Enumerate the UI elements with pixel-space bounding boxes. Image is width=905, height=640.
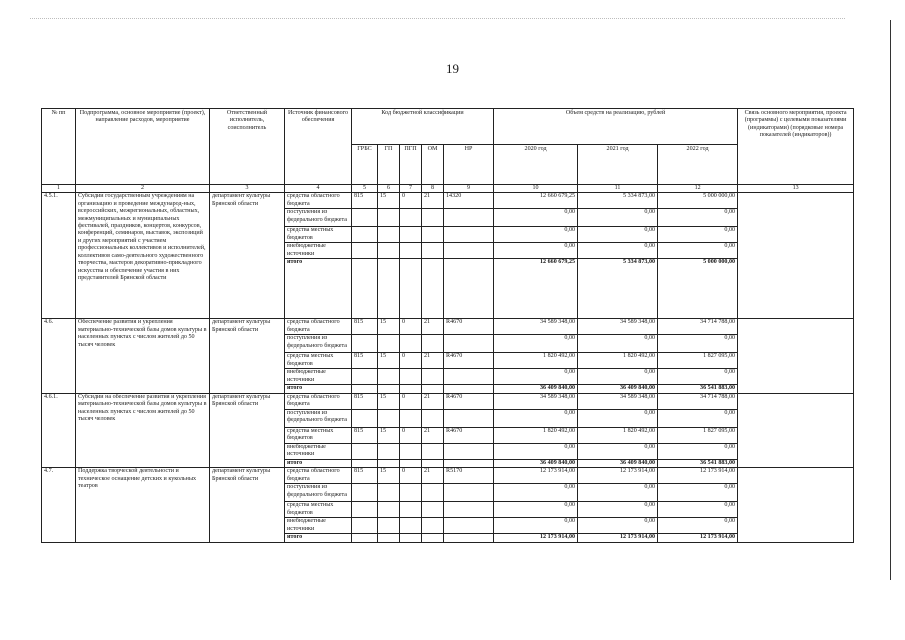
header-gp: ГП bbox=[378, 145, 400, 185]
amount-y2020: 36 409 840,00 bbox=[494, 385, 578, 393]
amount-y2020: 12 173 914,00 bbox=[494, 468, 578, 484]
budget-code-gp bbox=[378, 259, 400, 319]
amount-y2021: 5 334 873,00 bbox=[578, 259, 658, 319]
amount-y2020: 0,00 bbox=[494, 409, 578, 427]
budget-code-om bbox=[422, 369, 444, 385]
budget-code-grbs bbox=[352, 243, 378, 259]
budget-code-nr: 14320 bbox=[444, 193, 494, 209]
amount-y2021: 12 173 914,00 bbox=[578, 468, 658, 484]
funding-source-label: итого bbox=[285, 259, 352, 319]
col-number: 9 bbox=[444, 185, 494, 193]
funding-source-label: поступления из федерального бюджета bbox=[285, 409, 352, 427]
amount-y2022: 0,00 bbox=[658, 209, 738, 227]
amount-y2022: 0,00 bbox=[658, 409, 738, 427]
budget-code-om bbox=[422, 209, 444, 227]
row-executor: департамент культуры Брянской области bbox=[210, 468, 285, 542]
budget-code-om: 21 bbox=[422, 319, 444, 335]
budget-code-pgp: 0 bbox=[400, 393, 422, 409]
budget-code-nr bbox=[444, 209, 494, 227]
budget-code-grbs bbox=[352, 518, 378, 534]
budget-code-grbs bbox=[352, 459, 378, 467]
amount-y2020: 34 589 348,00 bbox=[494, 393, 578, 409]
budget-code-grbs bbox=[352, 259, 378, 319]
funding-source-label: средства областного бюджета bbox=[285, 319, 352, 335]
funding-source-label: средства областного бюджета bbox=[285, 393, 352, 409]
budget-code-grbs bbox=[352, 227, 378, 243]
budget-code-gp bbox=[378, 335, 400, 353]
funding-source-label: средства местных бюджетов bbox=[285, 353, 352, 369]
amount-y2022: 36 541 883,00 bbox=[658, 459, 738, 467]
budget-code-nr: R4670 bbox=[444, 393, 494, 409]
amount-y2021: 0,00 bbox=[578, 227, 658, 243]
amount-y2020: 0,00 bbox=[494, 335, 578, 353]
budget-code-gp bbox=[378, 534, 400, 542]
budget-code-pgp: 0 bbox=[400, 193, 422, 209]
header-num: № пп bbox=[42, 109, 76, 185]
amount-y2020: 0,00 bbox=[494, 518, 578, 534]
col-number: 10 bbox=[494, 185, 578, 193]
table-row bbox=[42, 393, 854, 409]
amount-y2020: 0,00 bbox=[494, 443, 578, 459]
budget-code-om: 21 bbox=[422, 468, 444, 484]
funding-source-label: поступления из федерального бюджета bbox=[285, 209, 352, 227]
budget-code-grbs bbox=[352, 335, 378, 353]
budget-code-nr bbox=[444, 459, 494, 467]
budget-code-nr bbox=[444, 443, 494, 459]
budget-code-gp: 15 bbox=[378, 353, 400, 369]
budget-code-gp bbox=[378, 243, 400, 259]
amount-y2022: 0,00 bbox=[658, 502, 738, 518]
budget-code-om: 21 bbox=[422, 193, 444, 209]
budget-code-grbs bbox=[352, 534, 378, 542]
funding-source-label: средства областного бюджета bbox=[285, 193, 352, 209]
budget-code-grbs bbox=[352, 209, 378, 227]
amount-y2020: 0,00 bbox=[494, 243, 578, 259]
budget-code-gp bbox=[378, 409, 400, 427]
amount-y2021: 0,00 bbox=[578, 335, 658, 353]
funding-source-label: средства местных бюджетов bbox=[285, 227, 352, 243]
header-source: Источник финансового обеспечения bbox=[285, 109, 352, 185]
col-number: 2 bbox=[76, 185, 210, 193]
row-executor: департамент культуры Брянской области bbox=[210, 193, 285, 319]
budget-code-om bbox=[422, 335, 444, 353]
budget-code-gp: 15 bbox=[378, 468, 400, 484]
budget-code-pgp bbox=[400, 409, 422, 427]
column-numbers-row bbox=[42, 185, 854, 193]
funding-source-label: внебюджетные источники bbox=[285, 518, 352, 534]
col-number: 13 bbox=[738, 185, 854, 193]
row-executor: департамент культуры Брянской области bbox=[210, 319, 285, 393]
budget-code-grbs bbox=[352, 369, 378, 385]
col-number: 4 bbox=[285, 185, 352, 193]
budget-code-grbs: 815 bbox=[352, 468, 378, 484]
amount-y2020: 12 173 914,00 bbox=[494, 534, 578, 542]
amount-y2022: 0,00 bbox=[658, 443, 738, 459]
budget-code-nr bbox=[444, 409, 494, 427]
budget-code-om bbox=[422, 518, 444, 534]
budget-code-nr bbox=[444, 518, 494, 534]
col-number: 5 bbox=[352, 185, 378, 193]
amount-y2022: 36 541 883,00 bbox=[658, 385, 738, 393]
budget-code-grbs bbox=[352, 443, 378, 459]
row-executor: департамент культуры Брянской области bbox=[210, 393, 285, 467]
link-cell bbox=[738, 468, 854, 542]
row-title: Поддержка творческой деятельности и техническое оснащение детских и кукольных театров bbox=[76, 468, 210, 542]
budget-code-nr bbox=[444, 534, 494, 542]
funding-source-label: поступления из федерального бюджета bbox=[285, 335, 352, 353]
row-title: Обеспечение развития и укрепления материально-технической базы домов культуры в населенных пунктах с числом жителей до 50 тысяч человек bbox=[76, 319, 210, 393]
budget-code-pgp bbox=[400, 443, 422, 459]
budget-code-om bbox=[422, 534, 444, 542]
budget-code-om bbox=[422, 385, 444, 393]
amount-y2021: 0,00 bbox=[578, 443, 658, 459]
amount-y2021: 0,00 bbox=[578, 209, 658, 227]
budget-code-gp bbox=[378, 502, 400, 518]
budget-code-grbs: 815 bbox=[352, 319, 378, 335]
budget-code-grbs bbox=[352, 484, 378, 502]
budget-code-om bbox=[422, 459, 444, 467]
budget-code-pgp bbox=[400, 484, 422, 502]
budget-code-grbs: 815 bbox=[352, 427, 378, 443]
table-row bbox=[42, 193, 854, 209]
amount-y2021: 0,00 bbox=[578, 502, 658, 518]
budget-code-nr bbox=[444, 385, 494, 393]
col-number: 7 bbox=[400, 185, 422, 193]
amount-y2020: 0,00 bbox=[494, 369, 578, 385]
budget-code-om: 21 bbox=[422, 427, 444, 443]
budget-code-om bbox=[422, 443, 444, 459]
amount-y2020: 0,00 bbox=[494, 209, 578, 227]
budget-code-om bbox=[422, 227, 444, 243]
budget-code-nr: R5170 bbox=[444, 468, 494, 484]
funding-source-label: внебюджетные источники bbox=[285, 369, 352, 385]
budget-code-pgp bbox=[400, 459, 422, 467]
header-2021: 2021 год bbox=[578, 145, 658, 185]
amount-y2022: 34 714 788,00 bbox=[658, 393, 738, 409]
row-title: Субсидии на обеспечение развития и укрепления материально-технической базы домов культуры в населенных пунктах с числом жителей до 50 тысяч человек bbox=[76, 393, 210, 467]
budget-code-grbs: 815 bbox=[352, 353, 378, 369]
amount-y2020: 0,00 bbox=[494, 502, 578, 518]
budget-code-om bbox=[422, 484, 444, 502]
col-number: 1 bbox=[42, 185, 76, 193]
budget-code-om bbox=[422, 409, 444, 427]
amount-y2022: 0,00 bbox=[658, 227, 738, 243]
header-om: ОМ bbox=[422, 145, 444, 185]
budget-code-pgp bbox=[400, 385, 422, 393]
amount-y2022: 5 000 000,00 bbox=[658, 259, 738, 319]
link-cell bbox=[738, 193, 854, 319]
budget-code-gp: 15 bbox=[378, 319, 400, 335]
funding-source-label: итого bbox=[285, 459, 352, 467]
header-program: Подпрограмма, основное мероприятие (проект), направление расходов, мероприятие bbox=[76, 109, 210, 185]
budget-code-pgp bbox=[400, 369, 422, 385]
table-row bbox=[42, 319, 854, 335]
budget-code-nr: R4670 bbox=[444, 427, 494, 443]
amount-y2021: 0,00 bbox=[578, 409, 658, 427]
amount-y2022: 12 173 914,00 bbox=[658, 534, 738, 542]
amount-y2022: 0,00 bbox=[658, 335, 738, 353]
budget-code-nr bbox=[444, 484, 494, 502]
col-number: 8 bbox=[422, 185, 444, 193]
budget-code-gp bbox=[378, 385, 400, 393]
amount-y2021: 1 820 492,00 bbox=[578, 427, 658, 443]
amount-y2020: 0,00 bbox=[494, 484, 578, 502]
budget-code-pgp bbox=[400, 534, 422, 542]
budget-code-gp: 15 bbox=[378, 393, 400, 409]
scan-artifact-line bbox=[30, 18, 845, 19]
amount-y2021: 12 173 914,00 bbox=[578, 534, 658, 542]
budget-code-gp: 15 bbox=[378, 427, 400, 443]
amount-y2021: 0,00 bbox=[578, 243, 658, 259]
budget-code-grbs: 815 bbox=[352, 193, 378, 209]
budget-code-gp bbox=[378, 227, 400, 243]
amount-y2022: 0,00 bbox=[658, 518, 738, 534]
budget-code-nr: R4670 bbox=[444, 353, 494, 369]
budget-code-om bbox=[422, 243, 444, 259]
header-row bbox=[42, 109, 854, 145]
amount-y2021: 0,00 bbox=[578, 369, 658, 385]
header-executor: Ответственный исполнитель, соисполнитель bbox=[210, 109, 285, 185]
page-number: 19 bbox=[446, 61, 459, 76]
budget-code-om bbox=[422, 502, 444, 518]
budget-code-grbs bbox=[352, 409, 378, 427]
table-body bbox=[42, 193, 854, 542]
budget-code-nr: R4670 bbox=[444, 319, 494, 335]
header-volume: Объем средств на реализацию, рублей bbox=[494, 109, 738, 145]
budget-code-pgp: 0 bbox=[400, 353, 422, 369]
header-grbs: ГРБС bbox=[352, 145, 378, 185]
budget-code-pgp bbox=[400, 518, 422, 534]
budget-code-gp bbox=[378, 443, 400, 459]
col-number: 6 bbox=[378, 185, 400, 193]
budget-code-pgp: 0 bbox=[400, 319, 422, 335]
amount-y2022: 1 827 095,00 bbox=[658, 353, 738, 369]
amount-y2022: 5 000 000,00 bbox=[658, 193, 738, 209]
amount-y2022: 0,00 bbox=[658, 369, 738, 385]
budget-code-om: 21 bbox=[422, 393, 444, 409]
amount-y2021: 5 334 873,00 bbox=[578, 193, 658, 209]
header-link: Связь основного мероприятия, проекта (программы) с целевыми показателями (индикаторами) (порядковые номера показателей (индикаторов)) bbox=[738, 109, 854, 185]
budget-code-nr bbox=[444, 502, 494, 518]
row-number: 4.6.1. bbox=[42, 393, 76, 467]
amount-y2022: 0,00 bbox=[658, 243, 738, 259]
amount-y2022: 12 173 914,00 bbox=[658, 468, 738, 484]
amount-y2021: 34 589 348,00 bbox=[578, 393, 658, 409]
budget-code-pgp bbox=[400, 335, 422, 353]
amount-y2021: 34 589 348,00 bbox=[578, 319, 658, 335]
budget-code-pgp: 0 bbox=[400, 427, 422, 443]
amount-y2021: 1 820 492,00 bbox=[578, 353, 658, 369]
page-edge-line bbox=[890, 20, 891, 580]
budget-code-pgp bbox=[400, 259, 422, 319]
row-number: 4.5.1. bbox=[42, 193, 76, 319]
header-2020: 2020 год bbox=[494, 145, 578, 185]
budget-code-nr bbox=[444, 243, 494, 259]
budget-code-gp bbox=[378, 459, 400, 467]
budget-code-om: 21 bbox=[422, 353, 444, 369]
amount-y2020: 1 820 492,00 bbox=[494, 427, 578, 443]
budget-code-grbs bbox=[352, 385, 378, 393]
row-number: 4.6. bbox=[42, 319, 76, 393]
budget-code-pgp bbox=[400, 209, 422, 227]
budget-code-grbs: 815 bbox=[352, 393, 378, 409]
budget-code-nr bbox=[444, 259, 494, 319]
header-2022: 2022 год bbox=[658, 145, 738, 185]
budget-code-gp bbox=[378, 369, 400, 385]
budget-table bbox=[41, 108, 854, 543]
col-number: 3 bbox=[210, 185, 285, 193]
amount-y2020: 12 660 679,25 bbox=[494, 193, 578, 209]
budget-code-grbs bbox=[352, 502, 378, 518]
col-number: 11 bbox=[578, 185, 658, 193]
budget-code-gp bbox=[378, 209, 400, 227]
amount-y2021: 36 409 840,00 bbox=[578, 459, 658, 467]
amount-y2020: 36 409 840,00 bbox=[494, 459, 578, 467]
funding-source-label: средства местных бюджетов bbox=[285, 427, 352, 443]
budget-code-pgp bbox=[400, 502, 422, 518]
amount-y2022: 0,00 bbox=[658, 484, 738, 502]
budget-code-nr bbox=[444, 335, 494, 353]
amount-y2022: 1 827 095,00 bbox=[658, 427, 738, 443]
row-title: Субсидии государственным учреждениям на организацию и проведение международ-ных, всероссийских, межрегиональных, областных, межмуниципальных и муниципальных фестивалей, праздников, концертов, конкурсов, конференций, семинаров, выставок, экспозиций и других мероприятий с участием профессиональных коллективов и исполнителей, коллективов само-деятельного художественного творчества, мастеров декоративно-прикладного искусства и обеспечение участия в них представителей Брянской области bbox=[76, 193, 210, 319]
table-row bbox=[42, 468, 854, 484]
budget-code-om bbox=[422, 259, 444, 319]
budget-code-pgp bbox=[400, 227, 422, 243]
amount-y2021: 0,00 bbox=[578, 518, 658, 534]
budget-code-pgp bbox=[400, 243, 422, 259]
row-number: 4.7. bbox=[42, 468, 76, 542]
budget-code-nr bbox=[444, 227, 494, 243]
header-budget-code: Код бюджетной классификации bbox=[352, 109, 494, 145]
link-cell bbox=[738, 393, 854, 467]
budget-code-nr bbox=[444, 369, 494, 385]
amount-y2020: 34 589 348,00 bbox=[494, 319, 578, 335]
funding-source-label: итого bbox=[285, 534, 352, 542]
funding-source-label: итого bbox=[285, 385, 352, 393]
budget-code-gp bbox=[378, 518, 400, 534]
funding-source-label: средства местных бюджетов bbox=[285, 502, 352, 518]
amount-y2020: 1 820 492,00 bbox=[494, 353, 578, 369]
budget-code-gp bbox=[378, 484, 400, 502]
funding-source-label: внебюджетные источники bbox=[285, 243, 352, 259]
header-pgp: ПГП bbox=[400, 145, 422, 185]
header-nr: НР bbox=[444, 145, 494, 185]
amount-y2021: 0,00 bbox=[578, 484, 658, 502]
amount-y2020: 0,00 bbox=[494, 227, 578, 243]
amount-y2021: 36 409 840,00 bbox=[578, 385, 658, 393]
funding-source-label: средства областного бюджета bbox=[285, 468, 352, 484]
link-cell bbox=[738, 319, 854, 393]
amount-y2020: 12 660 679,25 bbox=[494, 259, 578, 319]
amount-y2022: 34 714 788,00 bbox=[658, 319, 738, 335]
funding-source-label: внебюджетные источники bbox=[285, 443, 352, 459]
col-number: 12 bbox=[658, 185, 738, 193]
budget-code-pgp: 0 bbox=[400, 468, 422, 484]
budget-code-gp: 15 bbox=[378, 193, 400, 209]
funding-source-label: поступления из федерального бюджета bbox=[285, 484, 352, 502]
